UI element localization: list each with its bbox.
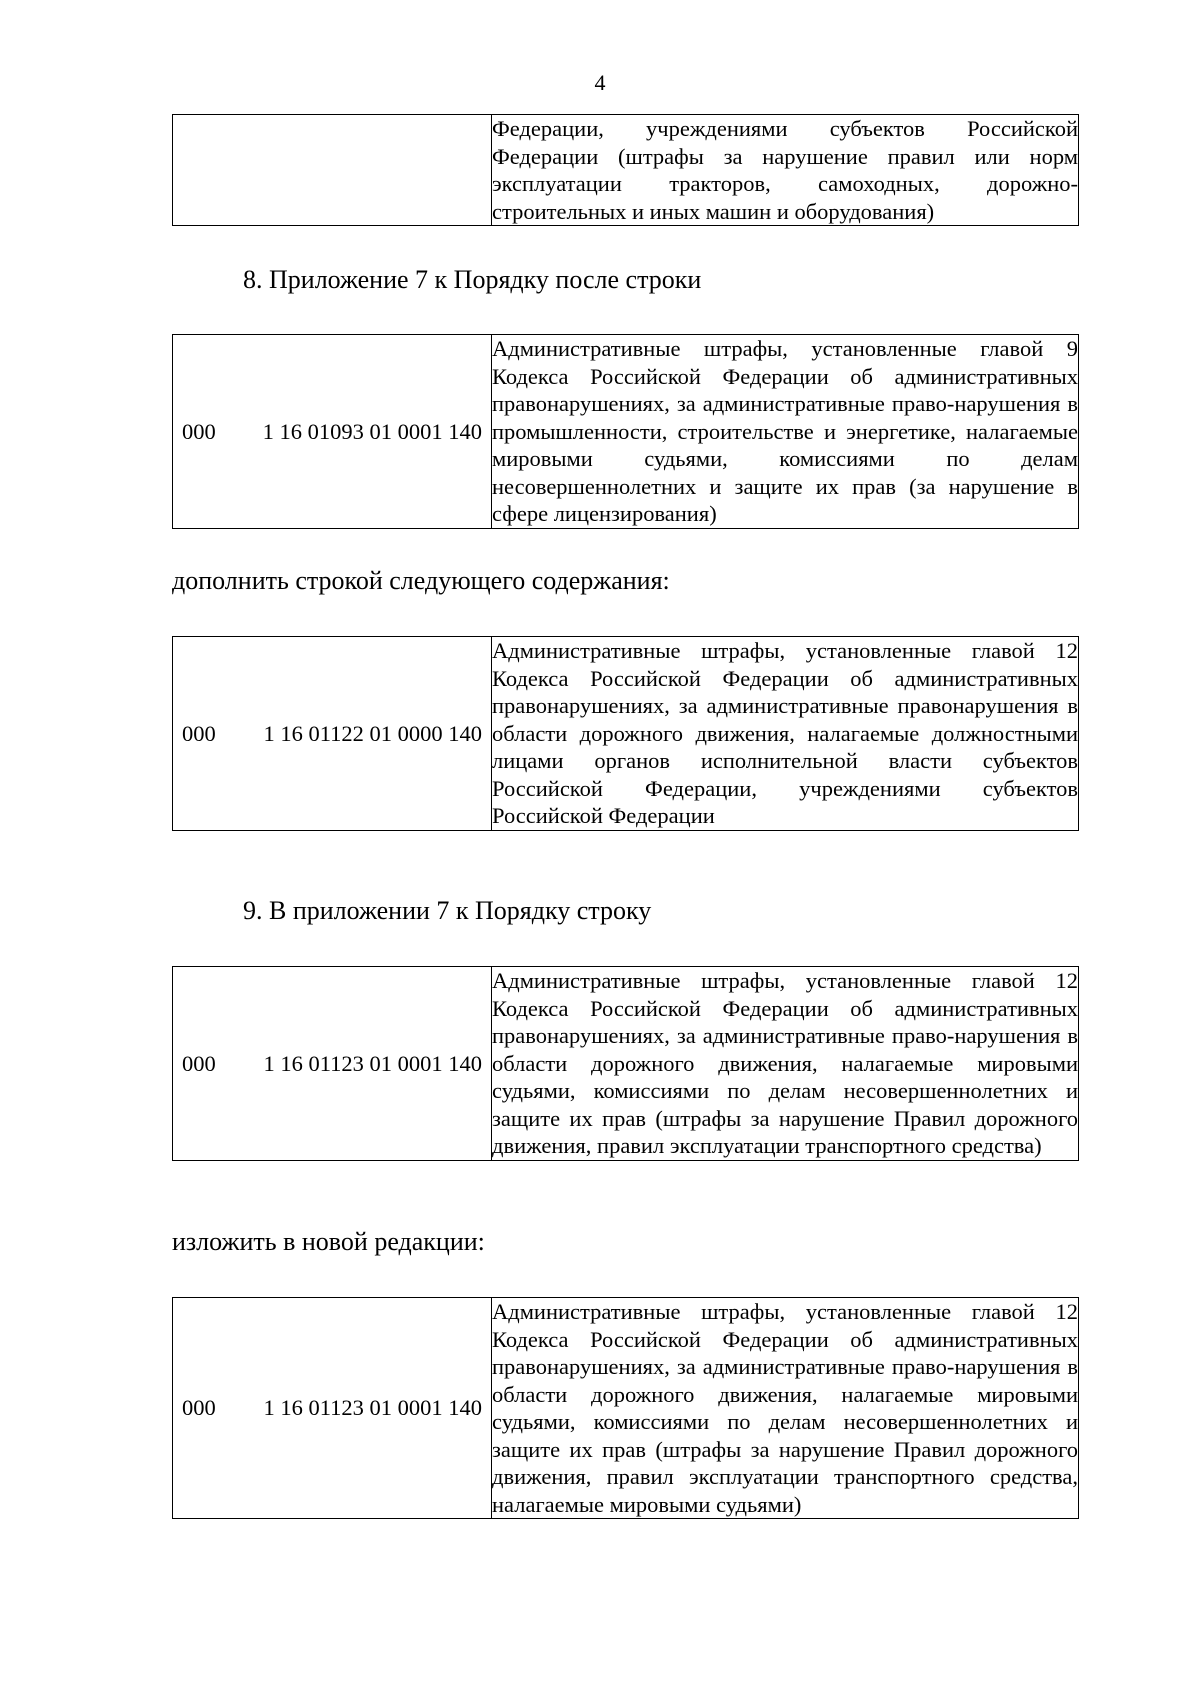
code-value: 1 16 01093 01 0001 140 — [262, 418, 482, 444]
code-prefix: 000 — [182, 1050, 216, 1076]
code-value: 1 16 01123 01 0001 140 — [263, 1050, 482, 1076]
description-cell: Административные штрафы, установленные главой 12 Кодекса Российской Федерации об административных правонарушениях, за административные право-нарушения в области дорожного движения, налагаемые мировыми судьями, комиссиями по делам несовершеннолетних и защите их прав (штрафы за нарушение Правил дорожного движения, правил эксплуатации транспортного средства, налагаемые мировыми судьями) — [492, 1299, 1078, 1517]
code-value: 1 16 01123 01 0001 140 — [263, 1395, 482, 1421]
budget-code-table — [172, 1297, 1079, 1519]
continuation-table — [172, 114, 1079, 226]
budget-code-table — [172, 636, 1079, 831]
page-number: 4 — [594, 70, 606, 95]
table-row — [173, 1298, 1079, 1519]
code-prefix: 000 — [182, 1395, 216, 1421]
paragraph-text: изложить в новой редакции: — [172, 1227, 485, 1256]
table-row — [173, 115, 1079, 226]
paragraph-text: дополнить строкой следующего содержания: — [172, 566, 670, 595]
description-cell: Административные штрафы, установленные главой 12 Кодекса Российской Федерации об административных правонарушениях, за административные правонарушения в области дорожного движения, налагаемые должностными лицами органов исполнительной власти субъектов Российской Федерации, учреждениями субъектов Российской Федерации — [492, 638, 1078, 828]
code-prefix: 000 — [182, 418, 216, 444]
budget-code-table — [172, 966, 1079, 1161]
table-row — [173, 967, 1079, 1161]
description-cell: Федерации, учреждениями субъектов Российской Федерации (штрафы за нарушение правил или норм эксплуатации тракторов, самоходных, дорожно-строительных и иных машин и оборудования) — [492, 116, 1078, 224]
code-cell — [173, 967, 492, 1161]
table-row — [173, 637, 1079, 831]
description-cell: Административные штрафы, установленные главой 12 Кодекса Российской Федерации об административных правонарушениях, за административные право-нарушения в области дорожного движения, налагаемые мировыми судьями, комиссиями по делам несовершеннолетних и защите их прав (штрафы за нарушение Правил дорожного движения, правил эксплуатации транспортного средства) — [492, 968, 1078, 1158]
code-cell — [173, 115, 492, 226]
table-row — [173, 335, 1079, 529]
code-cell — [173, 1298, 492, 1519]
budget-code-table — [172, 334, 1079, 529]
code-cell — [173, 335, 492, 529]
paragraph-heading: 9. В приложении 7 к Порядку строку — [243, 896, 652, 925]
paragraph-heading: 8. Приложение 7 к Порядку после строки — [243, 265, 702, 294]
code-prefix: 000 — [182, 720, 216, 746]
description-cell: Административные штрафы, установленные главой 9 Кодекса Российской Федерации об административных правонарушениях, за административные право-нарушения в промышленности, строительстве и энергетике, налагаемые мировыми судьями, комиссиями по делам несовершеннолетних и защите их прав (за нарушение в сфере лицензирования) — [492, 336, 1078, 526]
code-value: 1 16 01122 01 0000 140 — [263, 720, 482, 746]
code-cell — [173, 637, 492, 831]
